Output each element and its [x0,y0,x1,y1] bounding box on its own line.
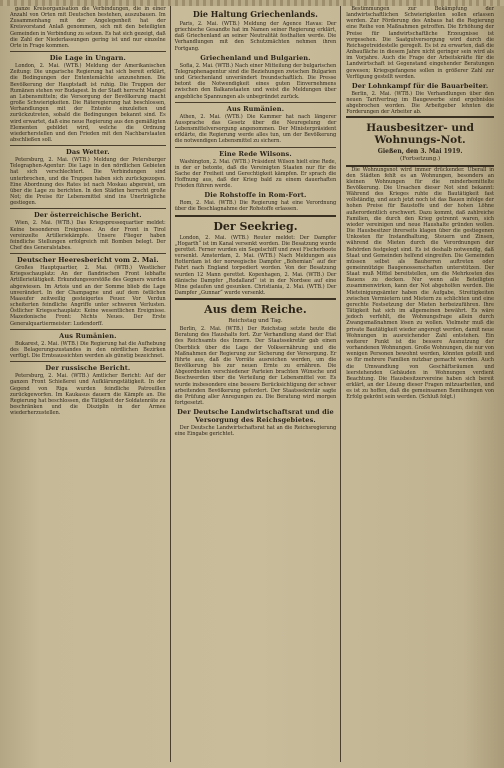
headline-wetter: Das Wetter. [66,148,110,157]
divider [175,298,337,300]
divider [175,102,337,103]
article-wilson: Washington, 2. Mai. (WTB.) Präsident Wilson hielt eine Rede, in der er betonte, daß die Vereinigten Staaten nur für die Sache der Freiheit und Gerechtigkeit kämpfen. Er sprach die Hoffnung aus, daß der Krieg bald zu einem dauerhaften Frieden führen werde. [174,158,337,190]
divider [10,51,166,52]
headline-seekrieg: Der Seekrieg. [213,219,298,233]
dateline: Gießen, den 3. Mai 1919. [377,147,463,155]
article-athen: Athen, 2. Mai. (WTB.) Die Kammer hat nach längerer Aussprache das Gesetz über die Neuregelung der Lebensmittelversorgung angenommen. Der Ministerpräsident erklärte, die Regierung werde alles tun, um der Bevölkerung die notwendigen Lebensmittel zu sichern. [174,113,337,145]
divider [10,208,166,209]
subheadline-reichstag: Reichstag und Tag. [228,318,283,325]
continuation-note: (Fortsetzung.) [400,155,441,162]
headline-wohnungsnot: Hausbesitzer- und Wohnungs-Not. [366,121,475,146]
headline-rohstoffe: Die Rohstoffe in Rom-Fort. [204,191,307,200]
headline-landwirtschaftsrat: Der Deutsche Landwirtschaftsrat und die Versorgung des Reichsgebietes. [177,408,334,425]
headline-reich: Aus dem Reiche. [204,303,307,317]
article-reichstag: Berlin, 2. Mai. (WTB.) Der Reichstag setzte heute die Beratung des Haushalts fort. Zur Verhandlung stand der Etat des Reichsamts des Innern. Der Staatssekretär gab einen Überblick über die Lage der Volksernährung und die Maßnahmen der Regierung zur Sicherung der Versorgung. Er führte aus, daß die Vorräte ausreichen werden, um die Bevölkerung bis zur neuen Ernte zu ernähren. Die Abgeordneten verschiedener Parteien brachten Wünsche und Beschwerden über die Verteilung der Lebensmittel vor. Es wurde insbesondere eine bessere Berücksichtigung der schwer arbeitenden Bevölkerung gefordert. Der Staatssekretär sagte die Prüfung aller Anregungen zu. Die Beratung wird morgen fortgesetzt. [174,326,337,407]
divider [10,253,166,254]
article-rumaenien-left: Bukarest, 2. Mai. (WTB.) Die Regierung hat die Aufhebung des Belagerungszustandes in den nördlichen Bezirken verfügt. Die Ernteaussichten werden als günstig bezeichnet. [10,340,166,360]
headline-rumaenien-left: Aus Rumänien. [59,331,117,340]
divider [10,145,166,146]
column-right [341,6,494,762]
divider [10,361,166,362]
headline-oesterreich: Der österreichische Bericht. [33,211,142,220]
headline-bauarbeiter: Der Lohnkampf für die Bauarbeiter. [351,81,489,90]
article-landwirtschaft-cont: Bestimmungen zur Bekämpfung der landwirtschaftlichen Schwierigkeiten sollen erlassen werden. Zur Förderung des Anbaus hat die Regierung eine Reihe von Maßnahmen getroffen. Die Erhöhung der Preise für landwirtschaftliche Erzeugnisse ist vorgesehen. Die Saatgutversorgung wird durch die Reichsgetreidestelle geregelt. Es ist zu erwarten, daß die Anbaufläche in diesem Jahre nicht geringer sein wird als im Vorjahre. Auch die Frage der Arbeitskräfte für die Landwirtschaft ist Gegenstand eingehender Beratungen gewesen; Kriegsgefangene sollen in größerer Zahl zur Verfügung gestellt werden. [346,6,494,80]
article-seekrieg: London, 2. Mai. (WTB.) Reuter meldet: Der Dampfer „Hogarth“ ist im Kanal versenkt worden. Die Besatzung wurde gerettet. Ferner wurden ein Segelschiff und zwei Fischerboote versenkt. Amsterdam, 2. Mai. (WTB.) Nach Meldungen aus Rotterdam ist der norwegische Dampfer „Bohemian“ auf der Fahrt nach England torpediert worden. Von der Besatzung wurden 12 Mann gerettet. Kopenhagen, 2. Mai. (WTB.) Der dänische Dampfer „Rodalland“ ist in der Nordsee auf eine Mine gelaufen und gesunken. Christiania, 2. Mai. (WTB.) Der Dampfer „Gunnar“ wurde versenkt. [174,234,337,296]
article-russisch: Petersburg, 2. Mai. (WTB.) Amtlicher Bericht: Auf der ganzen Front Schießerei und Aufklärungstätigkeit. In der Gegend von Riga wurden feindliche Patrouillen zurückgeworfen. Im Kaukasus dauern die Kämpfe an. Die Regierung hat beschlossen, die Tätigkeit der Soldatenräte zu beschränken und die Disziplin in der Armee wiederherzustellen. [10,373,166,417]
feature-box [346,116,494,167]
headline-griechenland: Die Haltung Griechenlands. [192,9,318,19]
divider [175,147,337,148]
headline-russisch: Der russische Bericht. [45,364,131,373]
article-oesterreich: Wien, 2. Mai. (WTB.) Das Kriegspressequartier meldet: Keine besonderen Ereignisse. An der Front in Tirol vereinzelte Artilleriekämpfe. Unsere Flieger haben feindliche Stellungen erfolgreich mit Bomben belegt. Der Chef des Generalstabes. [10,220,166,251]
column-left [10,6,171,762]
headline-heeresbericht: Deutscher Heeresbericht vom 2. Mai. [16,256,159,265]
article-landwirtschaftsrat: Der Deutsche Landwirtschaftsrat hat an die Reichsregierung eine Eingabe gerichtet. [174,425,337,438]
article-petersburg: Petersburg, 2. Mai. (WTB.) Meldung der Petersburger Telegraphen-Agentur: Die Lage in den nördlichen Gebieten hat sich verschlechtert. Die Verbindungen sind unterbrochen, und die Truppen haben sich zurückgezogen. Eine Abordnung des Rates ist nach Moskau abgereist, um über die Lage zu berichten. In den Städten herrscht große Not; die Preise für Lebensmittel sind ins Unerträgliche gestiegen. [10,157,166,207]
article-rohstoffe: Rom, 2. Mai. (WTB.) Die Regierung hat eine Verordnung über die Beschlagnahme der Rohstoffe erlassen. [174,200,337,213]
article-ungarn: London, 2. Mai. (WTB.) Meldung der Amerikanischen Zeitung: Die ungarische Regierung hat sich bereit erklärt, die Bedingungen der Ententemächte anzunehmen. Die Bevölkerung der Hauptstadt ist ruhig. Die Truppen der Rumänen stehen vor Budapest. In der Stadt herrscht Mangel an Lebensmitteln; die Versorgung der Bevölkerung macht große Schwierigkeiten. Die Räteregierung hat beschlossen, Verhandlungen mit der Entente einzuleiten und zurückzutreten, sobald die Bedingungen bekannt sind. Es wird erwartet, daß eine neue Regierung aus den gemäßigten Elementen gebildet wird, welche die Ordnung wiederherstellen und den Frieden mit den Nachbarstaaten abschließen soll. [10,63,166,143]
divider [175,215,337,217]
headline-rumaenien-middle: Aus Rumänien. [226,104,285,113]
article-heeresbericht: Großes Hauptquartier, 2. Mai. (WTB.) Westlicher Kriegsschauplatz: An der flandrischen Front lebhafte Artillerietätigkeit. Erkundungsvorstöße des Gegners wurden abgewiesen. Im Artois und an der Somme blieb die Lage unverändert. In der Champagne und auf dem östlichen Maasufer zeitweilig gesteigertes Feuer. Vor Verdun scheiterten feindliche Angriffe unter schweren Verlusten. Östlicher Kriegsschauplatz: Keine wesentlichen Ereignisse. Mazedonische Front: Nichts Neues. Der Erste Generalquartiermeister: Ludendorff. [10,265,166,327]
article-griechenland: Paris, 2. Mai. (WTB.) Meldung der Agence Havas: Der griechische Gesandte hat im Namen seiner Regierung erklärt, daß Griechenland an seiner Neutralität festhalten werde. Die Verhandlungen mit den Schutzmächten nehmen ihren Fortgang. [174,21,337,52]
headline-bulgarien: Griechenland und Bulgarien. [200,53,311,62]
article-bauarbeiter: Berlin, 2. Mai. (WTB.) Die Verhandlungen über den neuen Tarifvertrag im Baugewerbe sind ergebnislos abgebrochen worden. Die Arbeitgeber lehnten die Forderungen der Arbeiter ab. [346,90,494,116]
divider [10,329,166,330]
page-columns [10,6,494,762]
article-bulgarien: Sofia, 2. Mai. (WTB.) Nach einer Mitteilung der bulgarischen Telegraphenagentur sind die Beziehungen zwischen Bulgarien und Griechenland unverändert freundschaftlich. Die Presse betont die Notwendigkeit eines guten Einvernehmens zwischen den Balkanstaaten und weist die Meldungen über angebliche Spannungen als unbegründet zurück. [174,62,337,100]
headline-wilson: Eine Rede Wilsons. [219,149,292,158]
article-continuation: ganze Kreisorganisation die Verbindungen, die in einer Anzahl von Orten mit Deutschen bestehen, auszubauen. Im Zusammenhang mit der Angelegenheit hat der Kreisvorstand Anlaß genommen, sich mit den beteiligten Gemeinden in Verbindung zu setzen. Es hat sich gezeigt, daß die Zahl der Niederlassungen gering ist und nur einzelne Orte in Frage kommen. [10,6,166,49]
headline-ungarn: Die Lage in Ungarn. [49,54,126,63]
article-wohnungsnot: Die Wohnungsnot wird immer drückender. Überall in den Städten fehlt es an Wohnungen, besonders an kleinen Wohnungen für die minderbemittelte Bevölkerung. Die Ursachen dieser Not sind bekannt: Während des Krieges ruhte die Bautätigkeit fast vollständig, und auch jetzt noch ist das Bauen infolge der hohen Preise für Baustoffe und der hohen Löhne außerordentlich erschwert. Dazu kommt, daß zahlreiche Familien, die durch den Krieg getrennt waren, sich wieder vereinigen und neue Haushalte gründen wollen. Die Hausbesitzer ihrerseits klagen über die gestiegenen Unkosten für Instandhaltung, Steuern und Zinsen, während die Mieten durch die Verordnungen der Behörden festgelegt sind. Es ist deshalb notwendig, daß Staat und Gemeinden helfend eingreifen. Die Gemeinden müssen selbst als Bauherren auftreten oder gemeinnützige Baugenossenschaften unterstützen. Der Staat muß Mittel bereitstellen, um die Mehrkosten des Bauens zu decken. Nur wenn alle Beteiligten zusammenwirken, kann der Not abgeholfen werden. Die Mieteinigungsämter haben die Aufgabe, Streitigkeiten zwischen Vermietern und Mietern zu schlichten und eine gerechte Festsetzung der Mieten herbeizuführen. Ihre Tätigkeit hat sich im allgemeinen bewährt. Es wäre jedoch verfehlt, die Wohnungsfrage allein durch Zwangsmaßnahmen lösen zu wollen. Vielmehr muß die private Bautätigkeit wieder angeregt werden, damit neue Wohnungen in ausreichender Zahl entstehen. Ein weiterer Punkt ist die bessere Ausnutzung der vorhandenen Wohnungen. Große Wohnungen, die nur von wenigen Personen bewohnt werden, könnten geteilt und so für mehrere Familien nutzbar gemacht werden. Auch die Umwandlung von Geschäftsräumen und leerstehenden Gebäuden in Wohnungen verdient Beachtung. Die Hausbesitzervereine haben sich bereit erklärt, an der Lösung dieser Fragen mitzuarbeiten, und es ist zu hoffen, daß die gemeinsamen Bemühungen von Erfolg gekrönt sein werden. (Schluß folgt.) [346,166,494,401]
column-middle [171,6,342,762]
